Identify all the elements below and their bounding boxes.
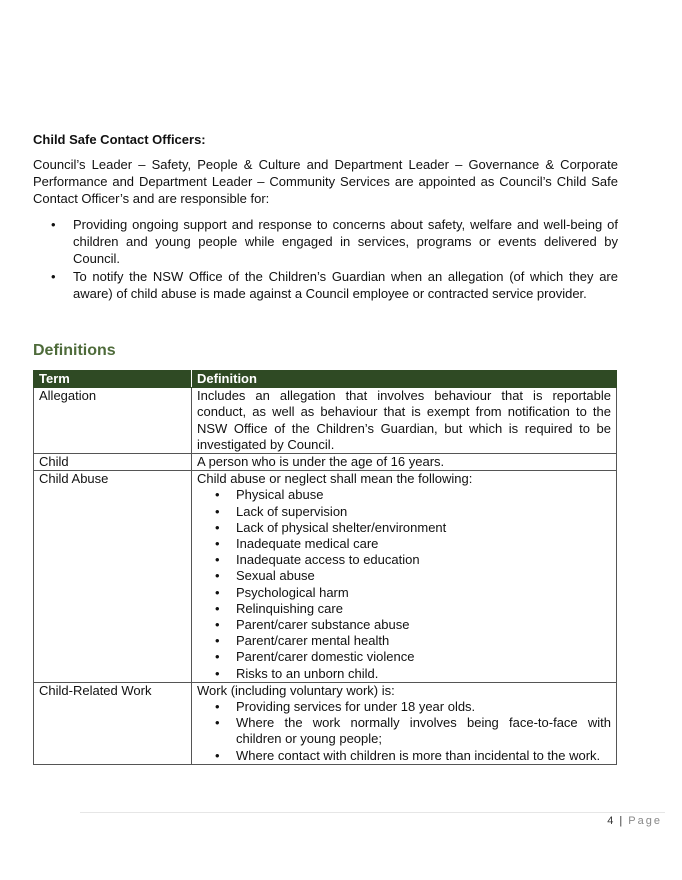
- definition-lead-text: Child abuse or neglect shall mean the following:: [197, 471, 473, 487]
- table-header-row: [34, 371, 617, 388]
- responsibilities-list: [33, 216, 618, 303]
- list-item: [197, 699, 611, 715]
- list-item: [197, 715, 611, 747]
- list-item-text: Relinquishing care: [236, 600, 343, 616]
- list-item: [197, 568, 611, 584]
- column-header-term: Term: [34, 371, 192, 388]
- bullet-icon: •: [215, 617, 220, 633]
- bullet-icon: •: [51, 269, 56, 284]
- child-related-work-list: [197, 699, 611, 764]
- table-row: [34, 471, 617, 683]
- table-row: [34, 388, 617, 454]
- bullet-icon: •: [215, 649, 220, 665]
- bullet-icon: •: [215, 536, 220, 552]
- contact-officers-intro: Council’s Leader – Safety, People & Culture and Department Leader – Governance & Corporate Performance and Department Leader – Community Services are appointed as Council’s Child Safe Contact Officer’s and are responsible for:: [33, 157, 618, 206]
- list-item-text: Psychological harm: [236, 584, 349, 600]
- definition-cell: [192, 682, 617, 764]
- page-label: Page: [628, 815, 662, 827]
- definition-lead-text: Work (including voluntary work) is:: [197, 682, 395, 698]
- list-item-text: Risks to an unborn child.: [236, 665, 379, 681]
- list-item-text: Providing services for under 18 year olds.: [236, 699, 476, 715]
- term-cell: Child-Related Work: [34, 682, 192, 764]
- list-item-text: Sexual abuse: [236, 568, 315, 584]
- list-item: [197, 649, 611, 665]
- column-header-definition: Definition: [192, 371, 617, 388]
- term-cell: Child Abuse: [34, 471, 192, 683]
- list-item: [197, 666, 611, 682]
- bullet-icon: •: [215, 487, 220, 503]
- definition-cell: [192, 471, 617, 683]
- definition-cell: A person who is under the age of 16 years.: [192, 454, 617, 471]
- list-item-text: Parent/carer domestic violence: [236, 649, 415, 665]
- list-item: [197, 487, 611, 503]
- list-item: [197, 520, 611, 536]
- list-item: [197, 585, 611, 601]
- list-item: [197, 536, 611, 552]
- list-item-text: Lack of supervision: [236, 503, 348, 519]
- definitions-heading: Definitions: [33, 342, 116, 359]
- bullet-icon: •: [215, 699, 220, 715]
- responsibility-text: Providing ongoing support and response to concerns about safety, welfare and well-being of children and young people while engaged in services, programs or events delivered by Council.: [73, 217, 618, 266]
- list-item-text: Lack of physical shelter/environment: [236, 519, 447, 535]
- bullet-icon: •: [215, 665, 220, 681]
- bullet-icon: •: [215, 552, 220, 568]
- footer-separator: |: [619, 815, 623, 827]
- list-item: [197, 748, 611, 764]
- responsibility-item: [33, 216, 618, 267]
- bullet-icon: •: [215, 503, 220, 519]
- definition-cell: Includes an allegation that involves behaviour that is reportable conduct, as well as behaviour that is exempt from notification to the NSW Office of the Children’s Guardian, but which is required to be investigated by Council.: [192, 388, 617, 454]
- list-item-text: Inadequate medical care: [236, 536, 379, 552]
- list-item-text: Parent/carer substance abuse: [236, 617, 410, 633]
- term-cell: Allegation: [34, 388, 192, 454]
- list-item-text: Inadequate access to education: [236, 552, 420, 568]
- bullet-icon: •: [215, 747, 220, 763]
- list-item-text: Where the work normally involves being face-to-face with children or young people;: [236, 715, 611, 747]
- term-cell: Child: [34, 454, 192, 471]
- list-item: [197, 601, 611, 617]
- definitions-table: [33, 370, 617, 765]
- child-abuse-list: [197, 487, 611, 681]
- bullet-icon: •: [215, 633, 220, 649]
- page-footer: [607, 815, 662, 827]
- bullet-icon: •: [215, 568, 220, 584]
- list-item: [197, 504, 611, 520]
- contact-officers-heading: Child Safe Contact Officers:: [33, 132, 206, 147]
- bullet-icon: •: [215, 519, 220, 535]
- list-item-text: Physical abuse: [236, 487, 324, 503]
- list-item-text: Where contact with children is more than incidental to the work.: [236, 747, 601, 763]
- table-row: [34, 682, 617, 764]
- list-item: [197, 617, 611, 633]
- list-item-text: Parent/carer mental health: [236, 633, 390, 649]
- list-item: [197, 633, 611, 649]
- bullet-icon: •: [215, 584, 220, 600]
- bullet-icon: •: [51, 217, 56, 232]
- responsibility-item: [33, 268, 618, 302]
- responsibility-text: To notify the NSW Office of the Children’s Guardian when an allegation (of which they are aware) of child abuse is made against a Council employee or contracted service provider.: [73, 269, 618, 301]
- table-row: [34, 454, 617, 471]
- bullet-icon: •: [215, 715, 220, 731]
- footer-divider: [80, 812, 665, 813]
- page-number: 4: [607, 815, 614, 827]
- bullet-icon: •: [215, 600, 220, 616]
- list-item: [197, 552, 611, 568]
